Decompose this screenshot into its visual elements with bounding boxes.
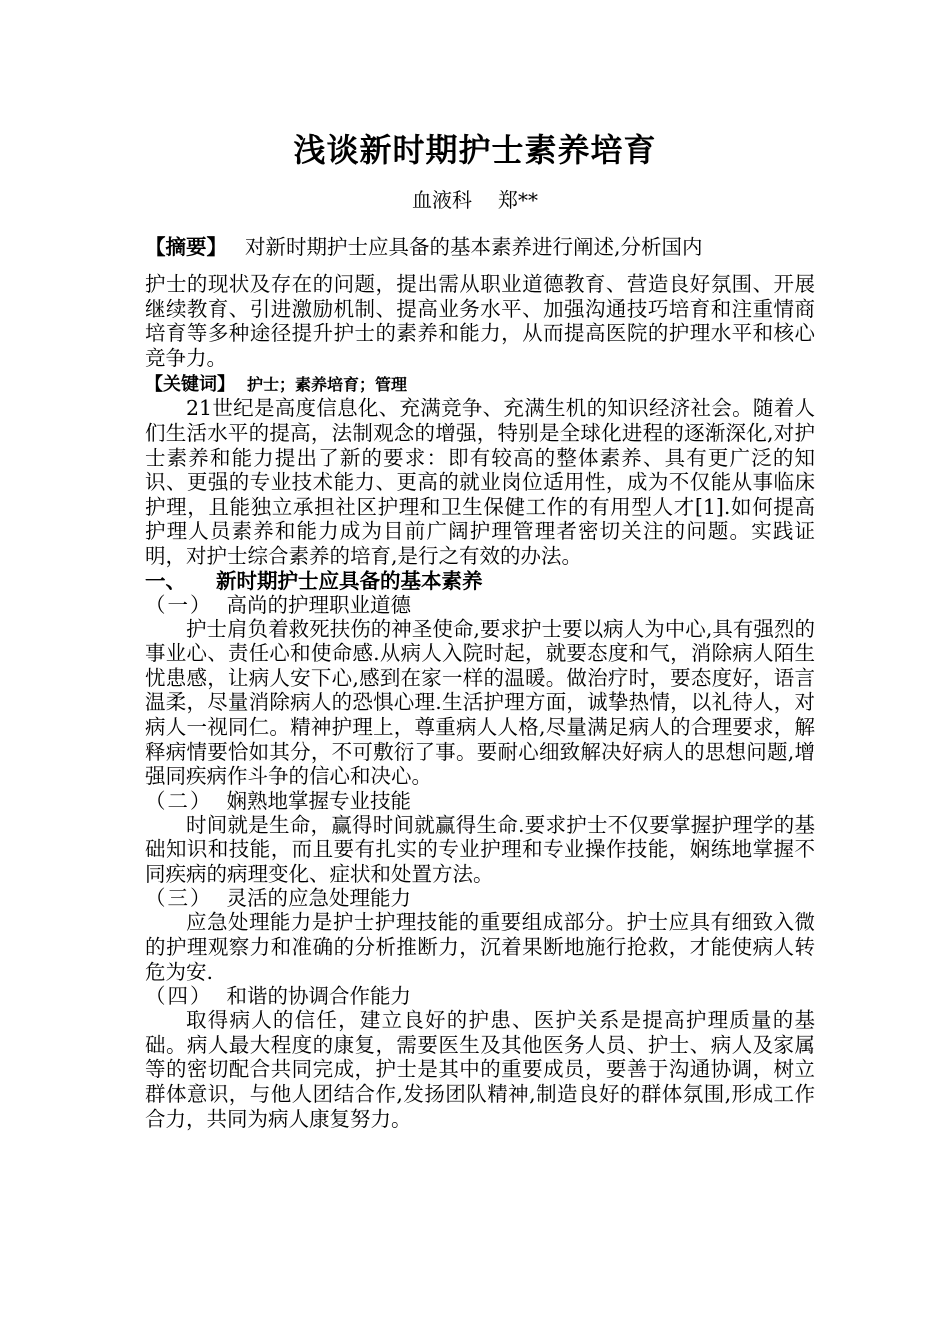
subsection-heading [145, 984, 815, 1008]
abstract-first-text: 对新时期护士应具备的基本素养进行阐述,分析国内 [245, 235, 703, 259]
subsection-title: 娴熟地掌握专业技能 [226, 788, 411, 813]
section-number: 一、 [145, 568, 186, 593]
document-title: 浅谈新时期护士素养培育 [293, 131, 657, 169]
section-title: 新时期护士应具备的基本素养 [216, 568, 483, 593]
keywords-label: 【关键词】 [145, 374, 235, 396]
abstract [145, 232, 815, 370]
section-heading [145, 569, 815, 593]
subsection-number: （三） [145, 886, 213, 911]
keywords-text: 护士；素养培育；管理 [247, 375, 408, 395]
intro-paragraph: 21世纪是高度信息化、充满竞争、充满生机的知识经济社会。随着人们生活水平的提高，法制观念的增强，特别是全球化进程的逐渐深化,对护士素养和能力提出了新的要求：即有较高的整体素养、具有更广泛的知识、更强的专业技术能力、更高的就业岗位适用性，成为不仅能从事临床护理，且能独立承担社区护理和卫生保健工作的有用型人才[1].如何提高护理人员素养和能力成为目前广阔护理管理者密切关注的问题。实践证明，对护士综合素养的培育,是行之有效的办法。 [145, 396, 815, 568]
subsection-paragraph: 取得病人的信任，建立良好的护患、医护关系是提高护理质量的基础。病人最大程度的康复，需要医生及其他医务人员、护士、病人及家属等的密切配合共同完成，护士是其中的重要成员，要善于沟通协调，树立群体意识，与他人团结合作,发扬团队精神,制造良好的群体氛围,形成工作合力，共同为病人康复努力。 [145, 1008, 815, 1131]
subsection-paragraph: 时间就是生命，赢得时间就赢得生命.要求护士不仅要掌握护理学的基础知识和技能，而且要有扎实的专业护理和专业操作技能，娴练地掌握不同疾病的病理变化、症状和处置方法。 [145, 812, 815, 886]
subsection-title: 灵活的应急处理能力 [226, 886, 411, 911]
subsection-number: （一） [145, 592, 213, 617]
author-line [0, 186, 950, 214]
subsection-title: 高尚的护理职业道德 [226, 592, 411, 617]
subsection-title: 和谐的协调合作能力 [226, 984, 411, 1009]
abstract-label: 【摘要】 [145, 235, 227, 259]
subsection-heading [145, 789, 815, 813]
document-body [145, 232, 815, 1131]
abstract-text: 护士的现状及存在的问题，提出需从职业道德教育、营造良好氛围、开展继续教育、引进激励机制、提高业务水平、加强沟通技巧培育和注重情商培育等多种途径提升护士的素养和能力，从而提高医院的护理水平和核心竞争力。 [145, 272, 815, 370]
subsection-heading [145, 593, 815, 617]
author-department: 血液科 [412, 188, 472, 212]
subsection-paragraph: 护士肩负着救死扶伤的神圣使命,要求护士要以病人为中心,具有强烈的事业心、责任心和使命感.从病人入院时起，就要态度和气，消除病人陌生忧患感，让病人安下心,感到在家一样的温暖。做治疗时，要态度好，语言温柔，尽量消除病人的恐惧心理.生活护理方面，诚挚热情，以礼待人，对病人一视同仁。精神护理上，尊重病人人格,尽量满足病人的合理要求，解释病情要恰如其分，不可敷衍了事。要耐心细致解决好病人的思想问题,增强同疾病作斗争的信心和决心。 [145, 616, 815, 789]
subsection-number: （四） [145, 984, 213, 1009]
subsection-number: （二） [145, 788, 213, 813]
subsection-paragraph: 应急处理能力是护士护理技能的重要组成部分。护士应具有细致入微的护理观察力和准确的分析推断力，沉着果断地施行抢救，才能使病人转危为安. [145, 910, 815, 984]
subsection-heading [145, 886, 815, 910]
author-name: 郑** [498, 188, 538, 212]
keywords [145, 374, 815, 396]
abstract-first-line [145, 232, 815, 272]
